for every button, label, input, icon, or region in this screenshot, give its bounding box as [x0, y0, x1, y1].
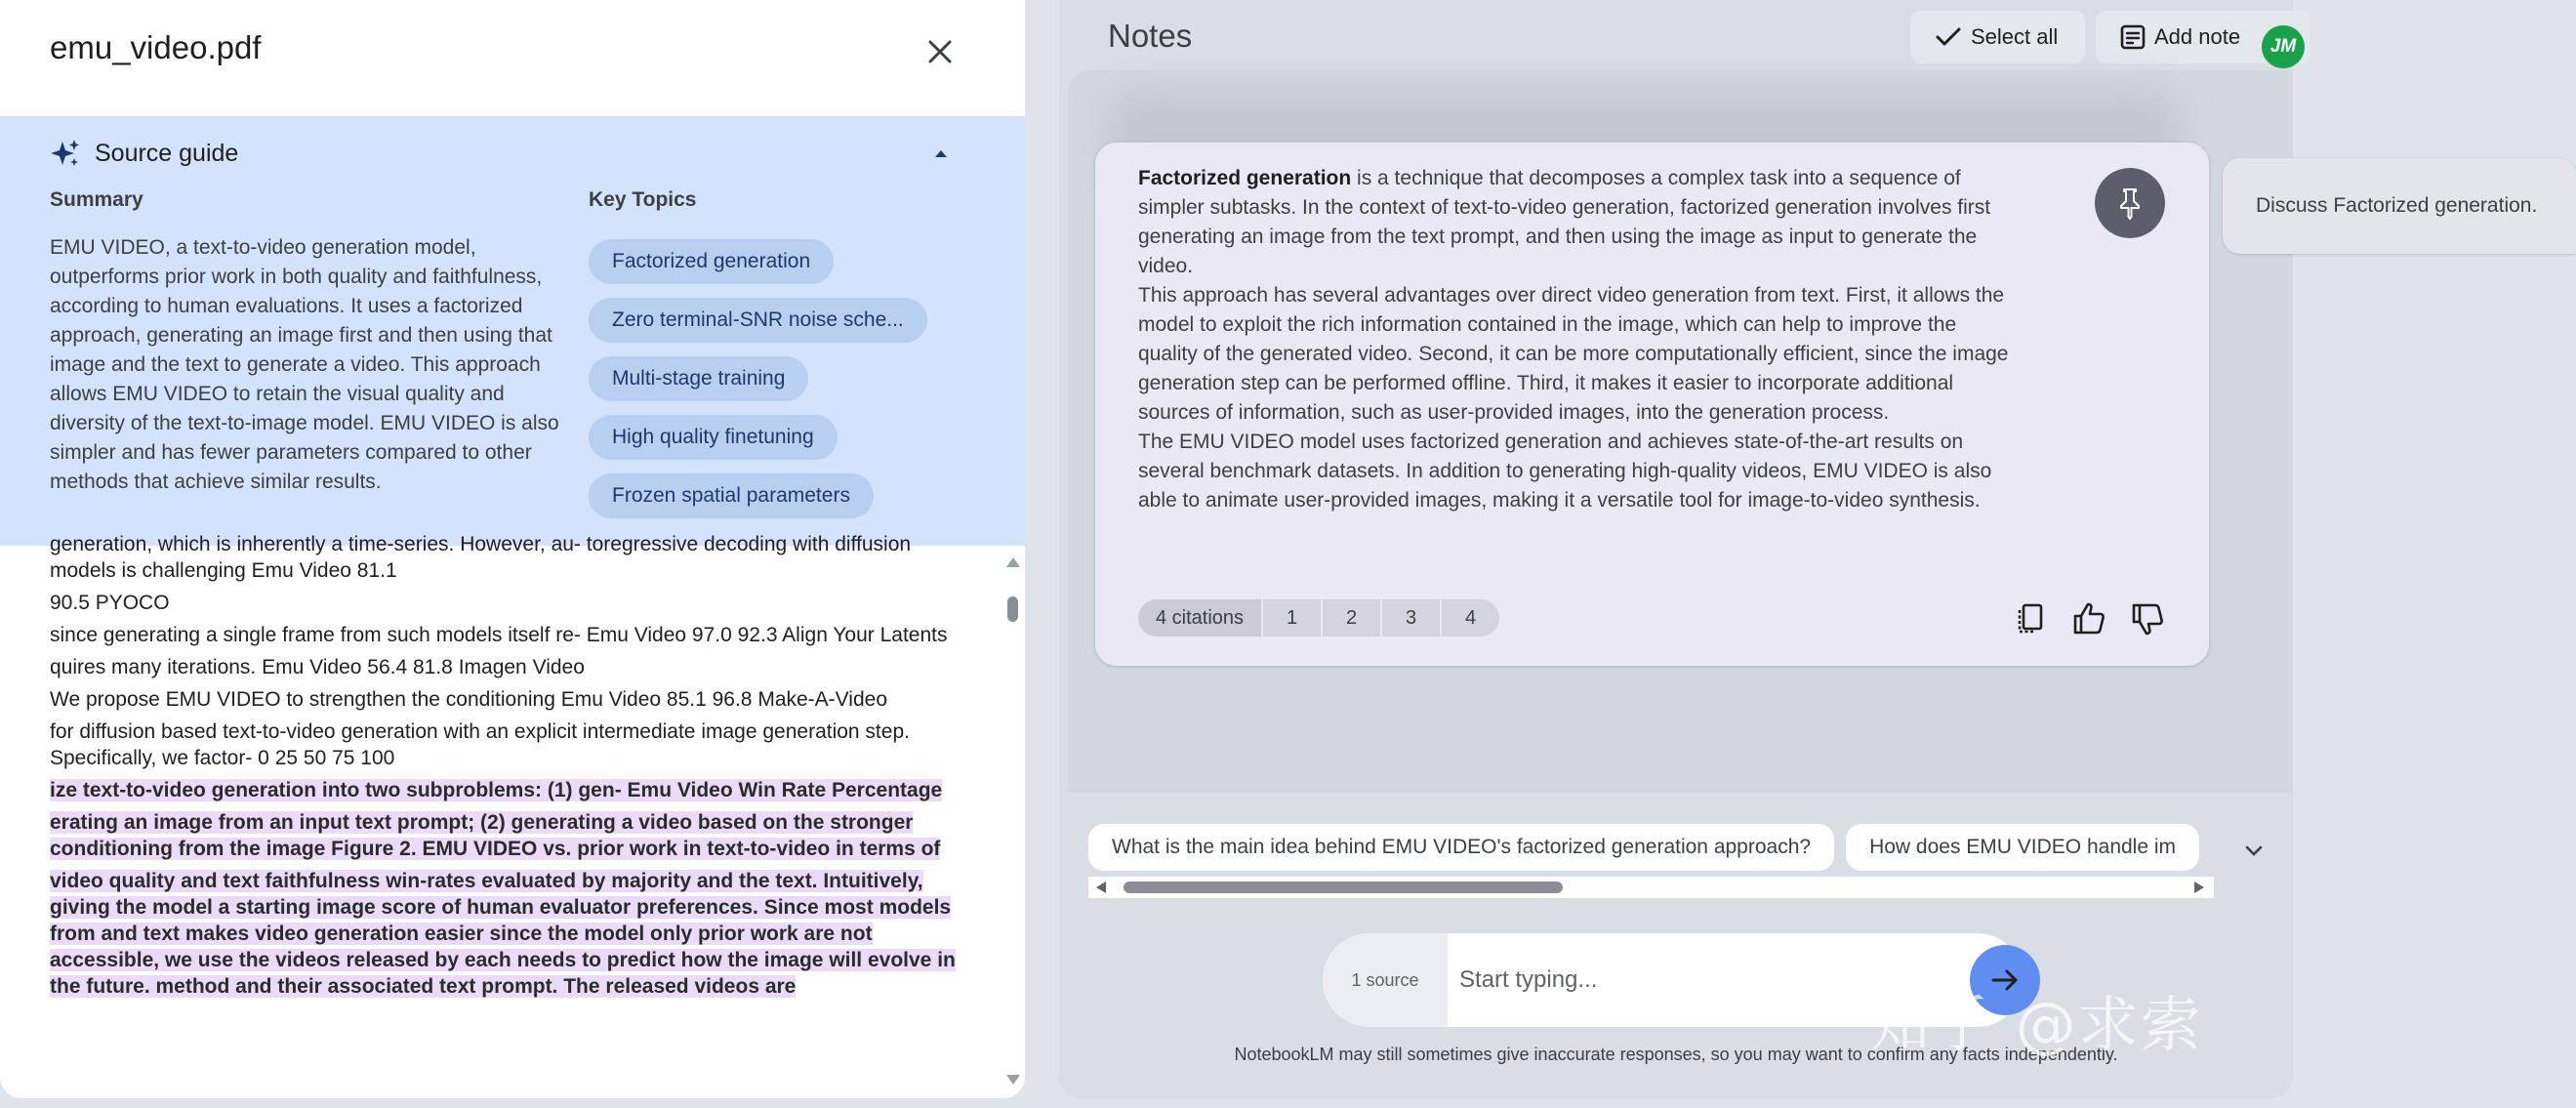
citation-chip[interactable]: 1 [1263, 599, 1321, 636]
thumbs-down-button[interactable] [2128, 599, 2167, 638]
suggested-questions [1088, 824, 2191, 877]
scroll-right-arrow-icon[interactable] [2194, 882, 2204, 893]
source-panel [0, 0, 1025, 1098]
topic-chip[interactable]: Frozen spatial parameters [589, 473, 874, 518]
document-line [50, 686, 958, 713]
citation-chip[interactable]: 3 [1382, 599, 1440, 636]
answer-text [1138, 164, 2017, 515]
answer-paragraph-text: is a technique that decomposes a complex task into a sequence of simpler subtasks. In the context of text-to-video generation, factorized generation involves first generating an image from the text prompt, and then using the image as input to generate the video. [1138, 167, 1991, 277]
scrollbar-thumb[interactable] [1124, 882, 1563, 893]
answer-card [1095, 143, 2209, 666]
sparkle-icon [50, 138, 81, 169]
disclaimer-text: NotebookLM may still sometimes give inaccurate responses, so you may want to confirm any facts independently. [1234, 1045, 2118, 1064]
expand-suggestions-button[interactable] [2240, 838, 2268, 865]
answer-lead-term: Factorized generation [1138, 167, 1352, 189]
notes-title: Notes [1108, 18, 1193, 54]
caret-up-icon [927, 142, 955, 165]
source-title: emu_video.pdf [50, 29, 262, 65]
answer-paragraph: This approach has several advantages over direct video generation from text. First, it allows the model to exploit the rich information contained in the image, which can help to improve the quality of the generated video. Second, it can be more computationally efficient, since the image generation step can be performed offline. Third, it makes it easier to incorporate additional sources of information, such as user-provided images, into the generation process. [1138, 284, 2009, 424]
document-line-text: generation, which is inherently a time-series. However, au- toregressive decoding with diffusion models is challenging Emu Video 81.1 [50, 533, 912, 582]
source-guide-header[interactable] [50, 136, 238, 171]
collapse-button[interactable] [927, 142, 955, 165]
document-line-text: We propose EMU VIDEO to strengthen the conditioning Emu Video 85.1 96.8 Make-A-Video [50, 688, 887, 711]
document-line [50, 531, 958, 584]
copy-button[interactable] [2011, 599, 2050, 638]
document-line-highlighted [50, 868, 958, 1000]
document-line-highlighted [50, 809, 958, 862]
document-line-text: video quality and text faithfulness win-rates evaluated by majority and the text. Intuitively, giving the model a starting image score of human evaluator preferences. Since most models from and text makes video generation easier since the model only prior work are not accessible, we use the videos released by each needs to predict how the image will evolve in the future. method and their associated text prompt. The released videos are [50, 870, 956, 998]
select-all-label: Select all [1971, 24, 2059, 49]
citations [1138, 599, 1501, 636]
suggestion-chip[interactable]: How does EMU VIDEO handle im [1846, 824, 2199, 871]
document-line-text: for diffusion based text-to-video generation with an explicit intermediate image generation step. Specifically, we factor- 0 25 50 75 100 [50, 720, 910, 769]
pin-button[interactable] [2095, 168, 2165, 238]
checkmark-icon [1936, 26, 1961, 48]
citation-chip[interactable]: 4 [1442, 599, 1499, 636]
answer-paragraph [1138, 164, 2017, 281]
thumbs-down-icon [2128, 599, 2167, 638]
citation-chip[interactable]: 2 [1323, 599, 1380, 636]
document-line [50, 590, 958, 616]
document-line [50, 622, 958, 648]
notes-panel [1059, 0, 2538, 1098]
suggestion-chip[interactable]: What is the main idea behind EMU VIDEO's factorized generation approach? [1088, 824, 1834, 871]
answer-paragraph: The EMU VIDEO model uses factorized generation and achieves state-of-the-art results on several benchmark datasets. In addition to generating high-quality videos, EMU VIDEO is also able to animate user-provided images, making it a versatile tool for image-to-video synthesis. [1138, 431, 1992, 512]
document-content [0, 533, 1001, 1098]
source-guide-title: Source guide [95, 139, 239, 167]
summary-heading: Summary [50, 188, 143, 211]
suggestions-scrollbar[interactable] [1088, 877, 2214, 898]
avatar[interactable]: JM [2262, 25, 2305, 68]
document-line-text: 90.5 PYOCO [50, 592, 170, 614]
topic-chip[interactable]: Multi-stage training [589, 356, 808, 401]
summary-text: EMU VIDEO, a text-to-video generation model, outperforms prior work in both quality and faithfulness, according to human evaluations. It uses a factorized approach, generating an image first and then using that image and the text to generate a video. This approach allows EMU VIDEO to retain the visual quality and diversity of the text-to-image model. EMU VIDEO is also simpler and has fewer parameters compared to other methods that achieve similar results. [50, 236, 559, 493]
scroll-up-arrow-icon[interactable] [1006, 557, 1020, 567]
close-icon [927, 39, 953, 64]
scroll-down-arrow-icon[interactable] [1006, 1075, 1020, 1085]
citations-count[interactable]: 4 citations [1138, 599, 1261, 636]
document-line-text: erating an image from an input text prompt; (2) generating a video based on the stronger conditioning from the image Figure 2. EMU VIDEO vs. prior work in text-to-video in terms of [50, 811, 941, 860]
key-topics-list [589, 239, 960, 532]
chevron-down-icon [2240, 838, 2268, 865]
document-line-text: quires many iterations. Emu Video 56.4 81.8 Imagen Video [50, 656, 585, 678]
pin-icon [2115, 186, 2145, 220]
document-scrollbar[interactable] [1002, 552, 1024, 1093]
source-guide [0, 116, 1025, 546]
user-message-text: Discuss Factorized generation. [2256, 194, 2538, 217]
document-text [50, 531, 958, 1005]
note-icon [2119, 23, 2147, 51]
document-line-highlighted [50, 777, 958, 803]
key-topics-heading: Key Topics [589, 188, 697, 211]
thumbs-up-icon [2069, 599, 2108, 638]
copy-icon [2011, 599, 2050, 638]
document-line [50, 718, 958, 771]
topic-chip[interactable]: High quality finetuning [589, 415, 838, 460]
add-note-label: Add note [2154, 24, 2241, 49]
user-message-bubble [2223, 158, 2576, 254]
topic-chip[interactable]: Zero terminal-SNR noise sche... [589, 298, 927, 343]
thumbs-up-button[interactable] [2069, 599, 2108, 638]
select-all-button[interactable] [1910, 11, 2085, 63]
scroll-left-arrow-icon[interactable] [1096, 882, 1106, 893]
close-button[interactable] [918, 29, 962, 74]
document-line [50, 654, 958, 680]
watermark: 知乎 @求索 [1869, 989, 2203, 1060]
document-line-text: since generating a single frame from such models itself re- Emu Video 97.0 92.3 Align Your Latents [50, 624, 948, 646]
scrollbar-thumb[interactable] [1007, 596, 1018, 622]
source-count-button[interactable]: 1 source [1323, 933, 1448, 1027]
topic-chip[interactable]: Factorized generation [589, 239, 834, 284]
document-line-text: ize text-to-video generation into two subproblems: (1) gen- Emu Video Win Rate Percentage [50, 779, 943, 801]
